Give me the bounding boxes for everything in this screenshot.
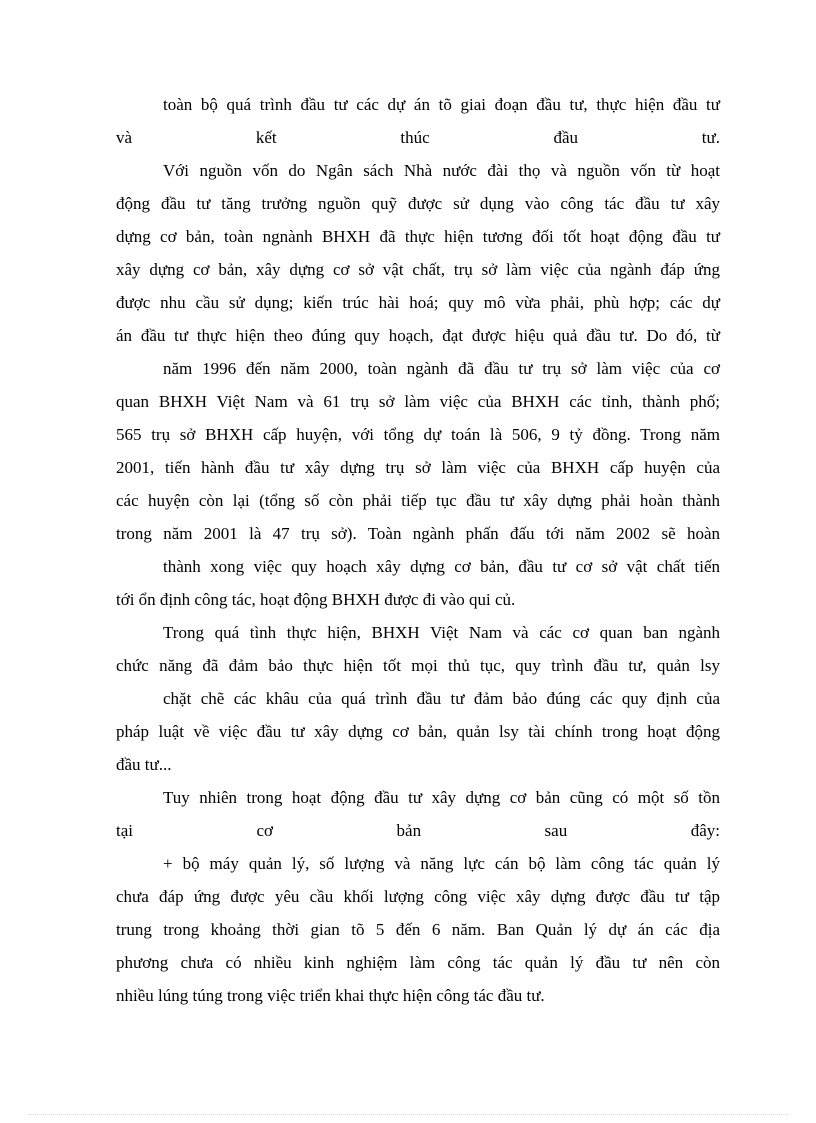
text-line: được nhu cầu sử dụng; kiến trúc hài hoá; quy mô vừa phải, phù hợp; các dự	[116, 293, 720, 312]
text-line: đầu tư...	[116, 755, 172, 774]
text-line: quan BHXH Việt Nam và 61 trụ sở làm việc của BHXH các tỉnh, thành phố;	[116, 392, 720, 411]
text-line: + bộ máy quản lý, số lượng và năng lực cán bộ làm công tác quản lý	[163, 854, 720, 873]
text-line: và kết thúc đầu tư.	[116, 128, 720, 147]
text-line: phương chưa có nhiều kinh nghiệm làm công tác quản lý đầu tư nên còn	[116, 953, 720, 972]
text-line: pháp luật về việc đầu tư xây dựng cơ bản, quản lsy tài chính trong hoạt động	[116, 722, 720, 741]
page-bottom-rule	[28, 1114, 788, 1115]
text-line: Tuy nhiên trong hoạt động đầu tư xây dựng cơ bản cũng có một số tồn	[163, 788, 720, 807]
text-line: động đầu tư tăng trưởng nguồn quỹ được sử dụng vào công tác đầu tư xây	[116, 194, 720, 213]
text-line: thành xong việc quy hoạch xây dựng cơ bản, đầu tư cơ sở vật chất tiến	[163, 557, 720, 576]
text-line: chưa đáp ứng được yêu cầu khối lượng công việc xây dựng được đầu tư tập	[116, 887, 720, 906]
text-line: nhiều lúng túng trong việc triển khai thực hiện công tác đầu tư.	[116, 986, 545, 1005]
text-line: chặt chẽ các khâu của quá trình đầu tư đảm bảo đúng các quy định của	[163, 689, 720, 708]
text-line: trung trong khoảng thời gian tõ 5 đến 6 năm. Ban Quản lý dự án các địa	[116, 920, 720, 939]
text-line: chức năng đã đảm bảo thực hiện tốt mọi thủ tục, quy trình đầu tư, quản lsy	[116, 656, 720, 675]
text-line: án đầu tư thực hiện theo đúng quy hoạch, đạt được hiệu quả đầu tư. Do đó, từ	[116, 326, 720, 345]
text-line: xây dựng cơ bản, xây dựng cơ sở vật chất, trụ sở làm việc của ngành đáp ứng	[116, 260, 720, 279]
text-line: 2001, tiến hành đầu tư xây dựng trụ sở làm việc của BHXH cấp huyện của	[116, 458, 720, 477]
text-line: Với nguồn vốn do Ngân sách Nhà nước đài thọ và nguồn vốn từ hoạt	[163, 161, 720, 180]
text-line: toàn bộ quá trình đầu tư các dự án tõ giai đoạn đầu tư, thực hiện đầu tư	[163, 95, 720, 114]
text-line: năm 1996 đến năm 2000, toàn ngành đã đầu tư trụ sở làm việc của cơ	[163, 359, 720, 378]
text-line: 565 trụ sở BHXH cấp huyện, với tổng dự toán là 506, 9 tỷ đồng. Trong năm	[116, 425, 720, 444]
text-line: tại cơ bản sau đây:	[116, 821, 720, 840]
text-line: dựng cơ bản, toàn ngnành BHXH đã thực hiện tương đối tốt hoạt động đầu tư	[116, 227, 720, 246]
text-line: trong năm 2001 là 47 trụ sở). Toàn ngành phấn đấu tới năm 2002 sẽ hoàn	[116, 524, 720, 543]
text-line: các huyện còn lại (tổng số còn phải tiếp tục đầu tư xây dựng phải hoàn thành	[116, 491, 720, 510]
text-line: Trong quá tình thực hiện, BHXH Việt Nam và các cơ quan ban ngành	[163, 623, 720, 642]
text-line: tới ổn định công tác, hoạt động BHXH được đi vào qui củ.	[116, 590, 516, 609]
